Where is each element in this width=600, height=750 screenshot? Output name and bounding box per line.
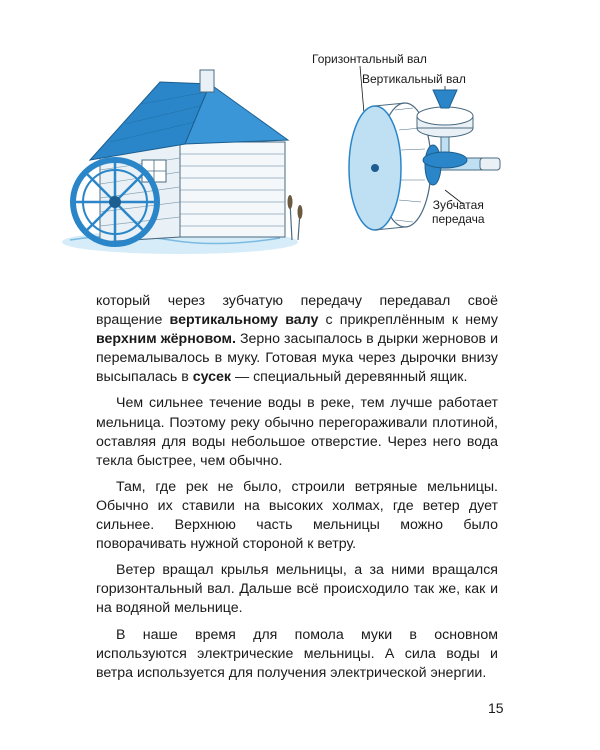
paragraph-5: В наше время для помола муки в основном используются электрические мельницы. А сила воды и ветра используется для получения электрической энергии. [96,626,498,681]
p1-text-a: который через зубчатую передачу передавал своё вращение [96,293,498,329]
paragraph-2: Чем сильнее течение воды в реке, тем лучше работает мельница. Поэтому реку обычно перегораживали плотиной, оставляя для воды небольшое отверстие. Через него вода текла быстрее, чем обычно. [96,395,498,469]
label-gear-line1: Зубчатая [432,198,484,212]
term-susek: сусек [192,369,231,386]
label-gear-transmission [432,198,485,226]
label-gear-line2: передача [432,212,485,226]
p1-text-g: — специальный деревянный ящик. [231,369,468,386]
p1-text-e: Зерно засыпалось в дырки жерновов и перемалывалось в муку. Готовая мука через дырочки внизу высыпалась в [96,331,499,386]
watermill-illustration [60,62,310,262]
body-text [96,292,498,690]
label-horizontal-shaft: Горизонтальный вал [312,52,427,66]
page-number: 15 [488,700,504,716]
term-vertical-shaft: вертикальному валу [169,312,319,329]
paragraph-4: Ветер вращал крылья мельницы, а за ними вращался горизонтальный вал. Дальше всё происходило так же, как и на водяной мельнице. [96,562,498,617]
paragraph-3: Там, где рек не было, строили ветряные мельницы. Обычно их ставили на высоких холмах, где ветер дует сильнее. Верхнюю часть мельницы можно было поворачивать нужной стороной к ветру. [96,478,498,553]
term-upper-millstone: верхним жёрновом. [96,331,236,348]
p1-text-c: с прикреплённым к нему [318,312,498,329]
label-vertical-shaft: Вертикальный вал [362,72,466,86]
paragraph-1 [96,292,498,387]
